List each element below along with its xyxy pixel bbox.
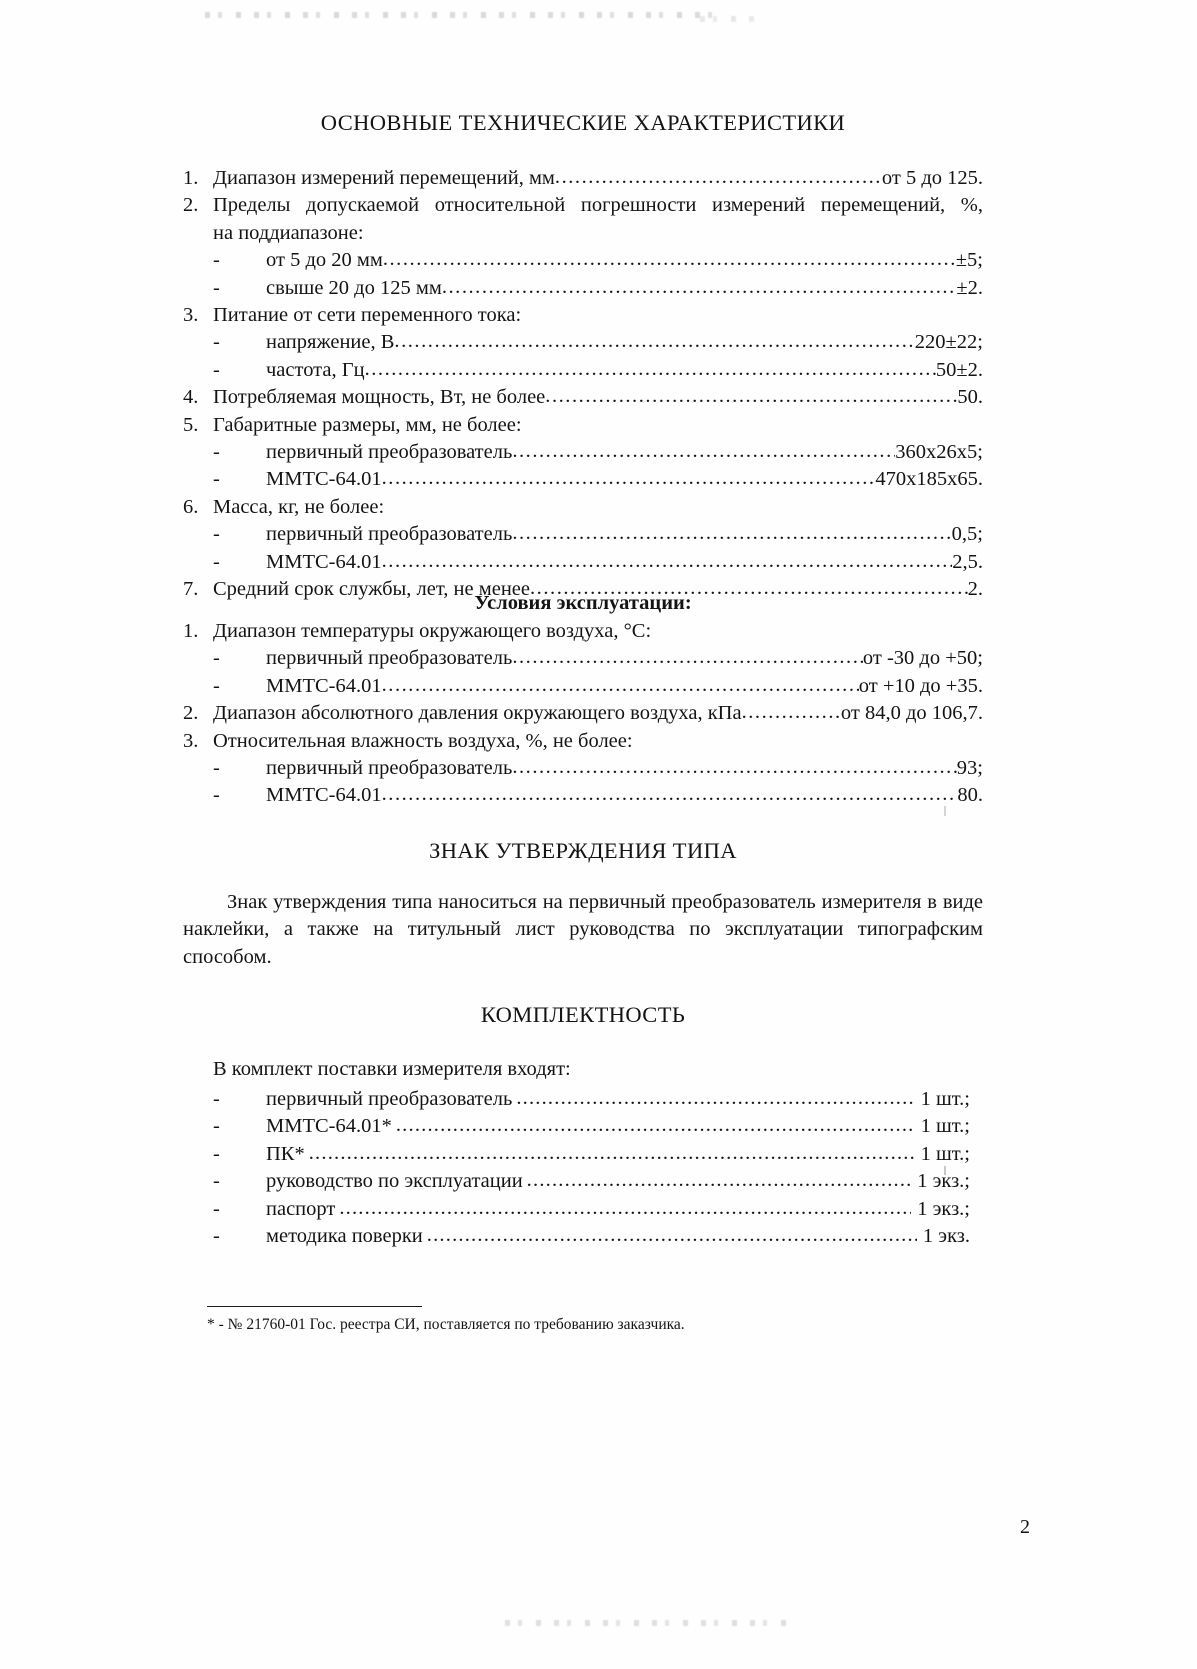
item-label: частота, Гц <box>266 358 365 381</box>
item-dash: - <box>213 674 220 697</box>
item-dash: - <box>213 550 220 573</box>
item-number: 3. <box>183 304 199 327</box>
item-label: ПК* <box>266 1142 305 1165</box>
item-dash: - <box>213 523 220 546</box>
item-label: Диапазон измерений перемещений, мм <box>213 167 555 189</box>
section-title-approval-mark: ЗНАК УТВЕРЖДЕНИЯ ТИПА <box>429 838 737 863</box>
item-label: ММТС-64.01 <box>266 674 382 697</box>
dot-leader <box>394 328 914 349</box>
item-value: 50. <box>957 386 983 409</box>
dot-leader <box>382 548 953 569</box>
item-dash: - <box>213 757 220 780</box>
list-item <box>183 412 983 439</box>
dot-leader <box>512 520 951 541</box>
list-item <box>183 466 983 493</box>
item-dash: - <box>213 276 220 299</box>
item-label-continued: на поддиапазоне: <box>213 221 364 244</box>
dot-leader <box>382 672 859 693</box>
dot-leader <box>365 356 936 377</box>
item-label: напряжение, В <box>266 331 395 354</box>
item-value: 470х185х65. <box>875 468 983 491</box>
scan-artifact-top <box>205 12 725 18</box>
item-number: 2. <box>183 194 199 217</box>
dot-leader <box>396 1112 915 1133</box>
item-label: методика поверки <box>266 1225 423 1248</box>
item-value: 1 экз.; <box>917 1170 970 1193</box>
item-dash: - <box>213 468 220 491</box>
subsection-heading-conditions: Условия эксплуатации: <box>474 592 692 614</box>
item-number: 7. <box>183 578 199 601</box>
item-value: 50±2. <box>935 358 983 381</box>
list-item <box>183 275 983 302</box>
item-label: Питание от сети переменного тока: <box>213 304 522 327</box>
item-label: первичный преобразователь <box>266 523 513 546</box>
item-dash: - <box>213 1225 220 1248</box>
item-label: Масса, кг, не более: <box>213 495 385 518</box>
dot-leader <box>512 438 895 459</box>
list-item <box>183 384 983 411</box>
completeness-intro: В комплект поставки измерителя входят: <box>213 1058 571 1080</box>
item-number: 2. <box>183 702 199 725</box>
item-value: 1 шт.; <box>920 1088 970 1110</box>
list-item <box>183 302 983 329</box>
item-value: 0,5; <box>951 523 983 546</box>
list-item <box>183 755 983 782</box>
dot-leader <box>516 1085 914 1106</box>
list-item <box>183 329 983 356</box>
item-label: ММТС-64.01 <box>266 550 382 573</box>
item-number: 6. <box>183 495 199 518</box>
item-label: первичный преобразователь <box>266 647 513 670</box>
list-item <box>183 728 983 755</box>
item-value: 2,5. <box>952 550 983 573</box>
dot-leader <box>512 644 863 665</box>
item-label: Габаритные размеры, мм, не более: <box>213 413 522 436</box>
list-item <box>183 782 983 809</box>
item-label: Относительная влажность воздуха, %, не более: <box>213 729 633 752</box>
list-item <box>183 673 983 700</box>
dot-leader <box>339 1195 911 1216</box>
footnote-rule <box>207 1306 422 1307</box>
dot-leader <box>527 1167 912 1188</box>
list-item <box>213 1223 970 1250</box>
item-value: 1 шт.; <box>920 1115 970 1138</box>
item-value: 1 шт.; <box>920 1142 970 1165</box>
list-item <box>183 247 983 274</box>
item-number: 4. <box>183 386 199 409</box>
dot-leader <box>442 274 957 295</box>
dot-leader <box>555 164 882 185</box>
item-value: от 84,0 до 106,7. <box>840 702 983 725</box>
specs-list <box>183 165 983 604</box>
item-dash: - <box>213 249 220 272</box>
item-dash: - <box>213 1115 220 1138</box>
item-label: Потребляемая мощность, Вт, не более <box>213 386 546 409</box>
conditions-list <box>183 618 983 810</box>
list-item <box>213 1141 970 1168</box>
item-label: первичный преобразователь <box>266 441 513 464</box>
section-title-completeness: КОМПЛЕКТНОСТЬ <box>480 1002 686 1027</box>
item-label: руководство по эксплуатации <box>266 1170 523 1193</box>
item-value: от +10 до +35. <box>858 674 983 697</box>
item-dash: - <box>213 1170 220 1193</box>
list-item <box>183 521 983 548</box>
item-number: 1. <box>183 620 199 642</box>
list-item <box>183 618 983 645</box>
item-value: 1 экз.; <box>917 1197 970 1220</box>
list-item <box>213 1086 970 1113</box>
item-value: 1 экз. <box>922 1225 970 1248</box>
list-item <box>213 1168 970 1195</box>
item-dash: - <box>213 441 220 464</box>
scan-artifact-bottom <box>505 1620 790 1626</box>
item-label: свыше 20 до 125 мм <box>266 276 442 299</box>
dot-leader <box>427 1222 917 1243</box>
item-label: ММТС-64.01 <box>266 784 382 807</box>
dot-leader <box>383 246 956 267</box>
item-dash: - <box>213 1088 220 1110</box>
dot-leader <box>382 465 876 486</box>
dot-leader <box>309 1140 915 1161</box>
dot-leader <box>545 383 957 404</box>
section-title-specs: ОСНОВНЫЕ ТЕХНИЧЕСКИЕ ХАРАКТЕРИСТИКИ <box>320 110 846 135</box>
item-label: первичный преобразователь <box>266 757 513 780</box>
item-value: от 5 до 125. <box>881 167 983 189</box>
item-dash: - <box>213 358 220 381</box>
item-number: 3. <box>183 729 199 752</box>
list-item <box>183 357 983 384</box>
list-item-continuation <box>183 220 983 247</box>
item-dash: - <box>213 647 220 670</box>
scan-artifact-top-right <box>700 16 760 22</box>
item-dash: - <box>213 784 220 807</box>
item-value: 360х26х5; <box>895 441 983 464</box>
footnote-text: * - № 21760-01 Гос. реестра СИ, поставляется по требованию заказчика. <box>207 1316 685 1333</box>
item-label: Пределы допускаемой относительной погрешности измерений перемещений, %, <box>213 194 983 217</box>
item-value: ±2. <box>956 276 983 299</box>
item-value: от -30 до +50; <box>862 647 983 670</box>
item-dash: - <box>213 1142 220 1165</box>
page-number: 2 <box>1020 1516 1030 1538</box>
item-dash: - <box>213 1197 220 1220</box>
item-label: Диапазон абсолютного давления окружающего воздуха, кПа <box>213 702 742 725</box>
item-value: 80. <box>957 784 983 807</box>
approval-mark-paragraph: Знак утверждения типа наноситься на первичный преобразователь измерителя в виде наклейки, а также на титульный лист руководства по эксплуатации типографским способом. <box>183 891 983 968</box>
item-label: ММТС-64.01* <box>266 1115 392 1138</box>
item-label: первичный преобразователь <box>266 1088 513 1110</box>
item-number: 1. <box>183 167 199 189</box>
list-item <box>183 165 983 192</box>
list-item <box>213 1113 970 1140</box>
item-value: ±5; <box>955 249 983 272</box>
dot-leader <box>512 754 956 775</box>
list-item <box>213 1196 970 1223</box>
dot-leader <box>382 781 958 802</box>
item-value: 220±22; <box>914 331 983 354</box>
item-value: 2. <box>967 578 983 601</box>
item-number: 5. <box>183 413 199 436</box>
item-label: от 5 до 20 мм <box>266 249 383 272</box>
list-item <box>183 645 983 672</box>
item-label: ММТС-64.01 <box>266 468 382 491</box>
item-dash: - <box>213 331 220 354</box>
list-item <box>183 439 983 466</box>
list-item <box>183 549 983 576</box>
list-item <box>183 700 983 727</box>
dot-leader <box>742 699 841 720</box>
item-label: Диапазон температуры окружающего воздуха, °С: <box>213 620 652 642</box>
list-item <box>183 192 983 219</box>
item-label: паспорт <box>266 1197 336 1220</box>
completeness-list <box>213 1086 970 1250</box>
item-value: 93; <box>956 757 983 780</box>
item-label: Средний срок службы, лет, не менее <box>213 578 530 601</box>
list-item <box>183 494 983 521</box>
